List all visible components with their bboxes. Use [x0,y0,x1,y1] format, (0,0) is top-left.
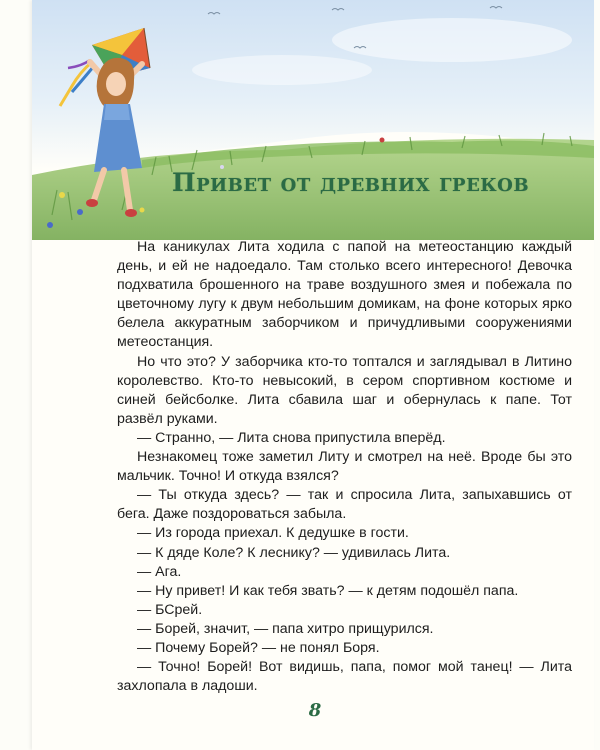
page-number: 8 [308,700,322,721]
paragraph: — К дяде Коле? К леснику? — удивилась Лита. [137,544,451,561]
paragraph: Но что это? У заборчика кто-то топтался и заглядывал в Литино королевство. Кто-то невысокий, в сером спортивном костюме и синей бейсболке. Лита сбавила шаг и обернулась к папе. Тот развёл руками. [117,353,572,427]
paragraph: — Ну привет! И как тебя звать? — к детям подошёл папа. [137,582,519,599]
meadow-illustration [32,0,594,240]
paragraph: — Почему Борей? — не понял Боря. [137,639,380,656]
chapter-title: Привет от древних греков [172,168,530,197]
paragraph: — Ты откуда здесь? — так и спросила Лита, запыхавшись от бега. Даже поздороваться забыла. [117,487,572,523]
paragraph: На каникулах Лита ходила с папой на метеостанцию каждый день, и ей не надоедало. Там столько всего интересного! Девочка подхватила брошенного на траве воздушного змея и побежала по цветочному лугу к двум небольшим домикам, на фоне которых ярко белела аккуратным заборчиком и причудливыми сооружениями метеостанция. [117,239,572,351]
book-page [32,0,594,750]
paragraph: — Странно, — Лита снова припустила вперёд. [137,429,446,446]
paragraph: — БСрей. [137,601,203,618]
paragraph: — Ага. [137,563,182,580]
paragraph: — Борей, значит, — папа хитро прищурился. [137,620,434,637]
paragraph: — Точно! Борей! Вот видишь, папа, помог мой танец! — Лита захлопала в ладоши. [117,659,572,695]
paragraph: Незнакомец тоже заметил Литу и смотрел на неё. Вроде бы это мальчик. Точно! И откуда взялся? [117,449,572,485]
chapter-text [117,238,572,696]
paragraph: — Из города приехал. К дедушке в гости. [137,525,409,542]
